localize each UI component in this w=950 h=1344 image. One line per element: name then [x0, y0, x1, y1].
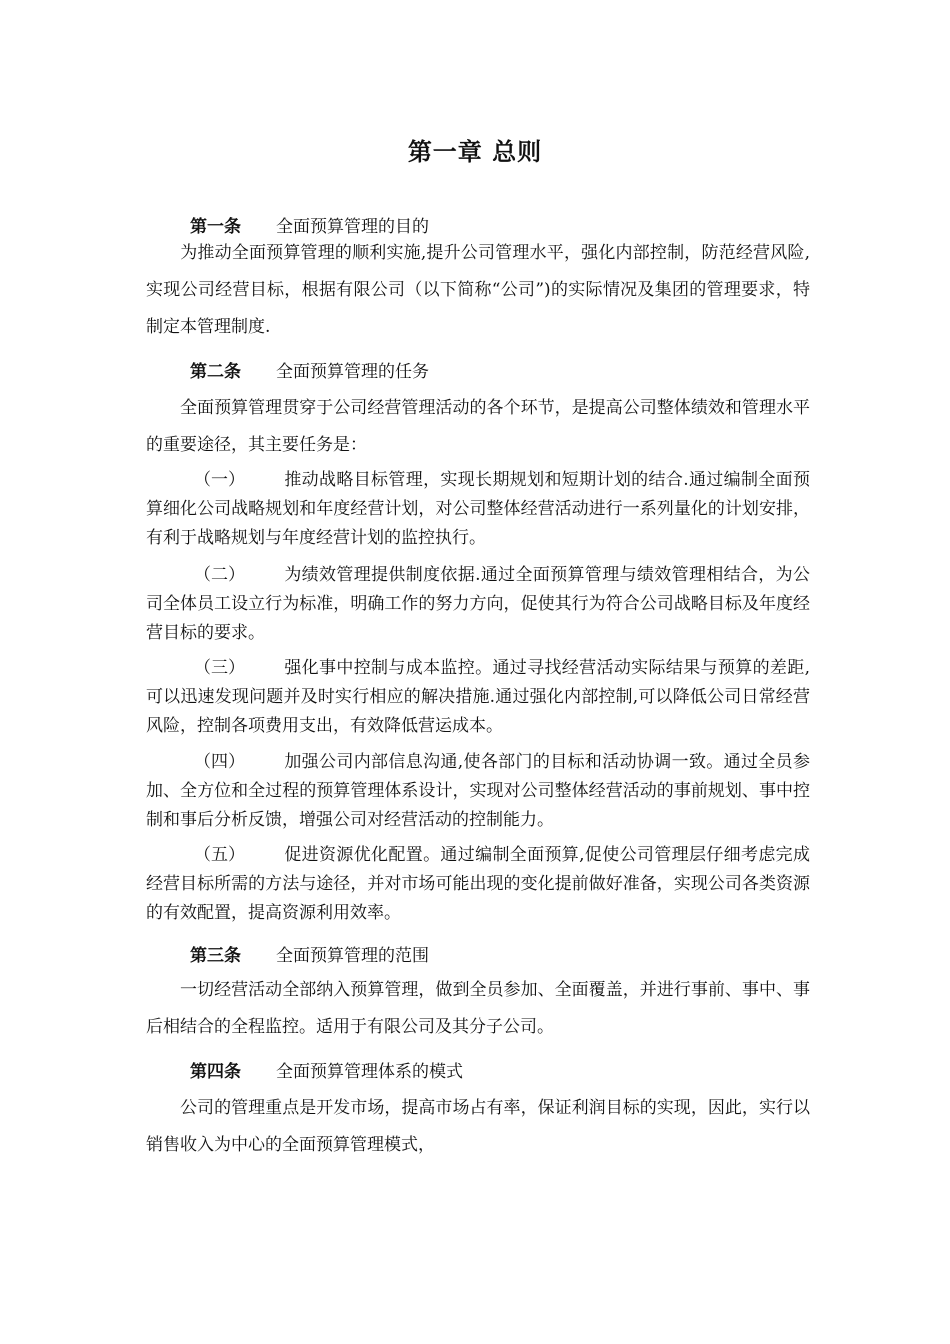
task-label: （二） — [194, 565, 245, 585]
task-text: 推动战略目标管理，实现长期规划和短期计划的结合.通过编制全面预算细化公司战略规划和年度经营计划，对公司整体经营活动进行一系列量化的计划安排，有利于战略规划与年度经营计划的监控执行。 — [146, 470, 810, 548]
task-text: 为绩效管理提供制度依据.通过全面预算管理与绩效管理相结合，为公司全体员工设立行为标准，明确工作的努力方向，促使其行为符合公司战略目标及年度经营目标的要求。 — [146, 565, 810, 643]
article-title: 全面预算管理体系的模式 — [276, 1062, 463, 1082]
article-title: 全面预算管理的范围 — [276, 946, 429, 966]
article-heading — [190, 212, 429, 237]
article-number: 第二条 — [190, 362, 241, 382]
article-heading — [190, 357, 429, 382]
task-item — [146, 654, 810, 741]
article-number: 第一条 — [190, 217, 241, 237]
task-item — [146, 841, 810, 928]
task-label: （五） — [194, 845, 245, 865]
article-text: 全面预算管理贯穿于公司经营管理活动的各个环节，是提高公司整体绩效和管理水平的重要途径，其主要任务是： — [146, 398, 810, 455]
article-number: 第四条 — [190, 1062, 241, 1082]
task-item — [146, 561, 810, 648]
article-paragraph — [146, 235, 810, 346]
task-item — [146, 466, 810, 553]
chapter-title: 第一章 总则 — [407, 138, 543, 166]
task-item — [146, 748, 810, 835]
task-text: 促进资源优化配置。通过编制全面预算,促使公司管理层仔细考虑完成经营目标所需的方法与途径，并对市场可能出现的变化提前做好准备，实现公司各类资源的有效配置，提高资源利用效率。 — [146, 845, 810, 923]
task-label: （四） — [194, 752, 245, 772]
article-paragraph — [146, 390, 810, 464]
task-text: 加强公司内部信息沟通,使各部门的目标和活动协调一致。通过全员参加、全方位和全过程的预算管理体系设计，实现对公司整体经营活动的事前规划、事中控制和事后分析反馈，增强公司对经营活动的控制能力。 — [146, 752, 810, 830]
article-text: 为推动全面预算管理的顺利实施,提升公司管理水平，强化内部控制，防范经营风险,实现公司经营目标，根据有限公司（以下简称“公司”)的实际情况及集团的管理要求，特制定本管理制度. — [146, 243, 810, 337]
task-text: 强化事中控制与成本监控。通过寻找经营活动实际结果与预算的差距,可以迅速发现问题并及时实行相应的解决措施.通过强化内部控制,可以降低公司日常经营风险，控制各项费用支出，有效降低营运成本。 — [146, 658, 810, 736]
article-paragraph — [146, 972, 810, 1046]
task-label: （一） — [194, 470, 245, 490]
article-heading — [190, 941, 429, 966]
article-text: 一切经营活动全部纳入预算管理，做到全员参加、全面覆盖，并进行事前、事中、事后相结合的全程监控。适用于有限公司及其分子公司。 — [146, 980, 810, 1037]
article-text: 公司的管理重点是开发市场，提高市场占有率，保证利润目标的实现，因此，实行以销售收入为中心的全面预算管理模式， — [146, 1098, 810, 1155]
article-heading — [190, 1057, 463, 1082]
article-number: 第三条 — [190, 946, 241, 966]
article-title: 全面预算管理的目的 — [276, 217, 429, 237]
task-label: （三） — [194, 658, 245, 678]
article-paragraph — [146, 1090, 810, 1164]
article-title: 全面预算管理的任务 — [276, 362, 429, 382]
